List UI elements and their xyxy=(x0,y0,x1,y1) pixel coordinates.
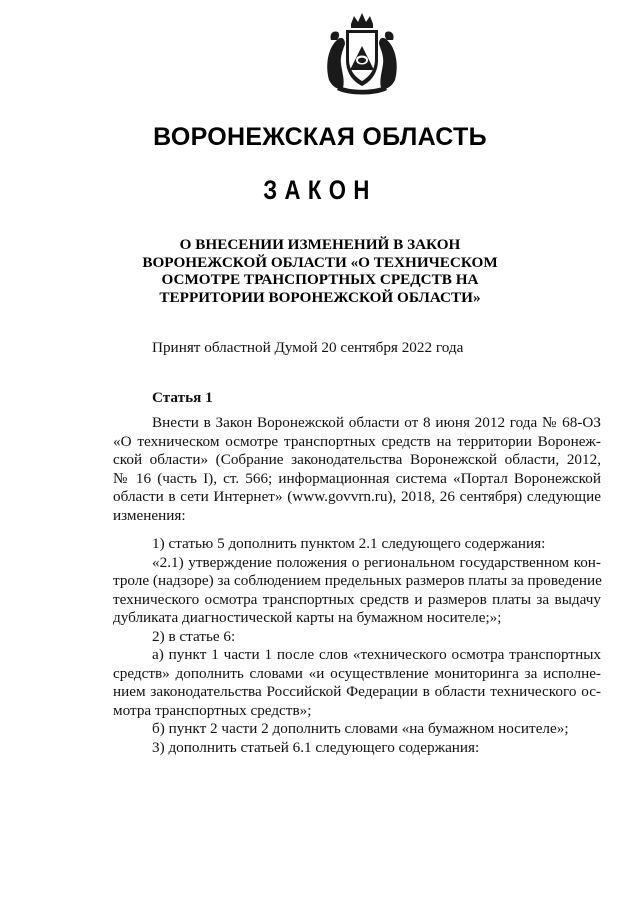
text-line: № 16 (часть I), ст. 566; информационная система «Портал Воронежской xyxy=(113,469,601,487)
law-title-line: ТЕРРИТОРИИ ВОРОНЕЖСКОЙ ОБЛАСТИ» xyxy=(159,288,481,306)
article-intro xyxy=(113,414,601,525)
text-line: 3) дополнить статьей 6.1 следующего содержания: xyxy=(152,738,480,756)
document-type-heading: ЗАКОН xyxy=(263,175,377,205)
text-line: ской области» (Собрание законодательства Воронежской области, 2012, xyxy=(113,451,601,468)
text-line: 2) в статье 6: xyxy=(152,627,236,645)
text-line: нием законодательства Российской Федерации в области технического ос- xyxy=(113,683,601,700)
list-item xyxy=(113,720,601,739)
list-item xyxy=(113,739,601,758)
text-line: 1) статью 5 дополнить пунктом 2.1 следующего содержания: xyxy=(152,535,546,552)
region-heading: ВОРОНЕЖСКАЯ ОБЛАСТЬ xyxy=(153,123,487,151)
text-line: Внести в Закон Воронежской области от 8 июня 2012 года № 68-ОЗ xyxy=(152,414,601,431)
list-item xyxy=(113,646,601,720)
text-line: области в сети Интернет» (www.govvrn.ru), 2018, 26 сентября) следующие xyxy=(113,488,601,505)
text-line: изменения: xyxy=(113,506,186,524)
text-line: «2.1) утверждение положения о региональном государственном кон- xyxy=(152,553,601,571)
coat-of-arms-icon xyxy=(323,10,401,98)
list-item xyxy=(113,535,601,554)
list-item xyxy=(113,628,601,647)
text-line: мотра транспортных средств»; xyxy=(113,701,312,719)
law-title xyxy=(120,236,520,306)
law-title-line: ОСМОТРЕ ТРАНСПОРТНЫХ СРЕДСТВ НА xyxy=(161,271,479,288)
text-line: средств» дополнить словами «и осуществление мониторинга за исполне- xyxy=(113,664,601,682)
article-heading: Статья 1 xyxy=(152,389,213,406)
text-line: «О техническом осмотре транспортных средств на территории Воронеж- xyxy=(113,432,601,450)
list-item xyxy=(113,554,601,628)
law-title-line: О ВНЕСЕНИИ ИЗМЕНЕНИЙ В ЗАКОН xyxy=(179,236,461,253)
text-line: технического осмотра транспортных средств и размеров платы за выдачу xyxy=(113,590,601,608)
text-line: б) пункт 2 части 2 дополнить словами «на бумажном носителе»; xyxy=(152,720,569,737)
text-line: а) пункт 1 части 1 после слов «технического осмотра транспортных xyxy=(152,646,601,663)
text-line: троле (надзоре) за соблюдением предельных размеров платы за проведение xyxy=(113,572,602,589)
law-title-line: ВОРОНЕЖСКОЙ ОБЛАСТИ «О ТЕХНИЧЕСКОМ xyxy=(142,253,498,271)
text-line: дубликата диагностической карты на бумажном носителе;»; xyxy=(113,609,502,626)
adoption-note: Принят областной Думой 20 сентября 2022 года xyxy=(152,339,464,356)
article-items xyxy=(113,535,601,757)
